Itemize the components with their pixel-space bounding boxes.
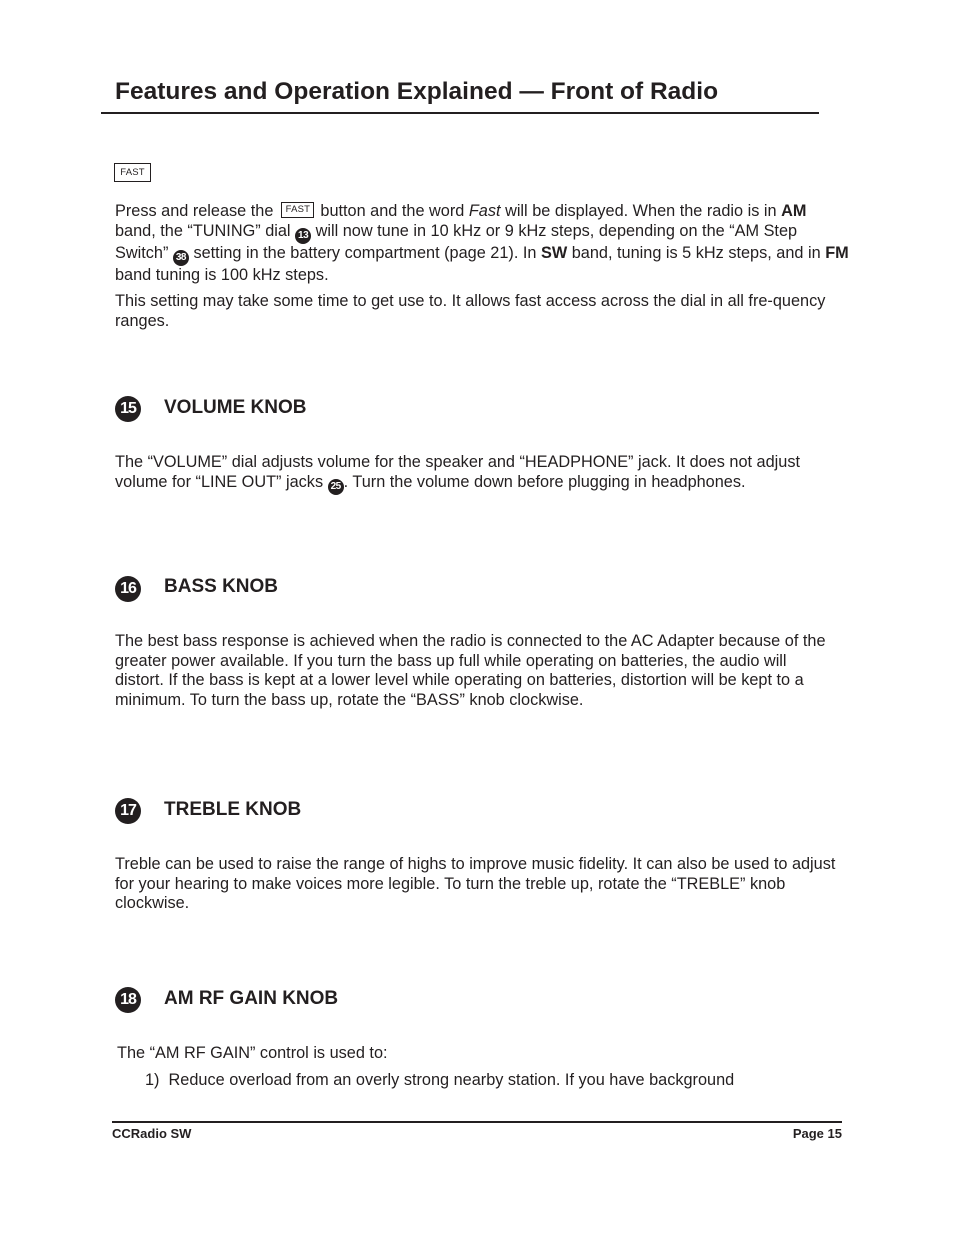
callout-15-icon: 15 bbox=[115, 396, 141, 422]
callout-18-icon: 18 bbox=[115, 987, 141, 1013]
callout-38-icon: 38 bbox=[173, 250, 189, 266]
section-heading-am-rf-gain: AM RF GAIN KNOB bbox=[164, 988, 339, 1009]
text: will be displayed. When the radio is in bbox=[505, 202, 777, 220]
am-label: AM bbox=[781, 202, 807, 220]
fast-word: Fast bbox=[468, 202, 501, 220]
footer-page-number: Page 15 bbox=[792, 1126, 842, 1141]
text: setting in the battery compartment (page 21). In bbox=[193, 243, 537, 262]
text: Press and release the bbox=[115, 202, 274, 220]
text: The “VOLUME” dial adjusts volume for the speaker and “HEADPHONE” jack. It does not adjust volume for “LINE OUT” jacks bbox=[115, 453, 801, 491]
footer-product-name: CCRadio SW bbox=[112, 1126, 192, 1141]
text: . Turn the volume down before plugging in headphones. bbox=[343, 472, 746, 491]
text: band, the “TUNING” dial bbox=[115, 221, 291, 240]
list-text: Reduce overload from an overly strong nearby station. If you have background bbox=[168, 1071, 735, 1089]
section-heading-treble: TREBLE KNOB bbox=[164, 799, 302, 820]
callout-25-icon: 25 bbox=[328, 479, 344, 495]
section-heading-bass: BASS KNOB bbox=[164, 576, 279, 597]
page-title: Features and Operation Explained — Front of Radio bbox=[115, 78, 719, 105]
footer-rule bbox=[112, 1121, 842, 1123]
sw-label: SW bbox=[540, 243, 568, 262]
text: band, tuning is 5 kHz steps, and in bbox=[571, 243, 821, 262]
callout-17-icon: 17 bbox=[115, 798, 141, 824]
fast-paragraph-1 bbox=[115, 202, 850, 285]
title-rule bbox=[101, 112, 819, 114]
text: band tuning is 100 kHz steps. bbox=[115, 265, 329, 284]
section-heading-volume: VOLUME KNOB bbox=[164, 397, 307, 418]
list-item bbox=[145, 1071, 845, 1091]
list-number: 1) bbox=[145, 1071, 160, 1089]
fm-label: FM bbox=[825, 243, 849, 262]
fast-paragraph-2: This setting may take some time to get use to. It allows fast access across the dial in all fre-quency ranges. bbox=[115, 292, 826, 330]
callout-13-icon: 13 bbox=[295, 228, 311, 244]
text: will now tune in 10 kHz or 9 kHz steps, depending on the “AM Step Switch” bbox=[115, 221, 798, 262]
text: button and the word bbox=[320, 202, 465, 220]
am-rf-gain-intro: The “AM RF GAIN” control is used to: bbox=[117, 1044, 388, 1062]
treble-paragraph: Treble can be used to raise the range of highs to improve music fidelity. It can also be used to adjust for your hearing to make voices more legible. To turn the treble up, rotate the “TREBLE” knob clockwise. bbox=[115, 855, 836, 913]
volume-paragraph bbox=[115, 453, 850, 495]
fast-button-icon: FAST bbox=[281, 202, 314, 218]
callout-16-icon: 16 bbox=[115, 576, 141, 602]
bass-paragraph: The best bass response is achieved when the radio is connected to the AC Adapter because of the greater power available. If you turn the bass up full while operating on batteries, the audio will distort. If the bass is kept at a lower level while operating on batteries, distortion will be kept to a minimum. To turn the bass up, rotate the “BASS” knob clockwise. bbox=[115, 632, 826, 709]
fast-button-icon: FAST bbox=[114, 163, 151, 182]
